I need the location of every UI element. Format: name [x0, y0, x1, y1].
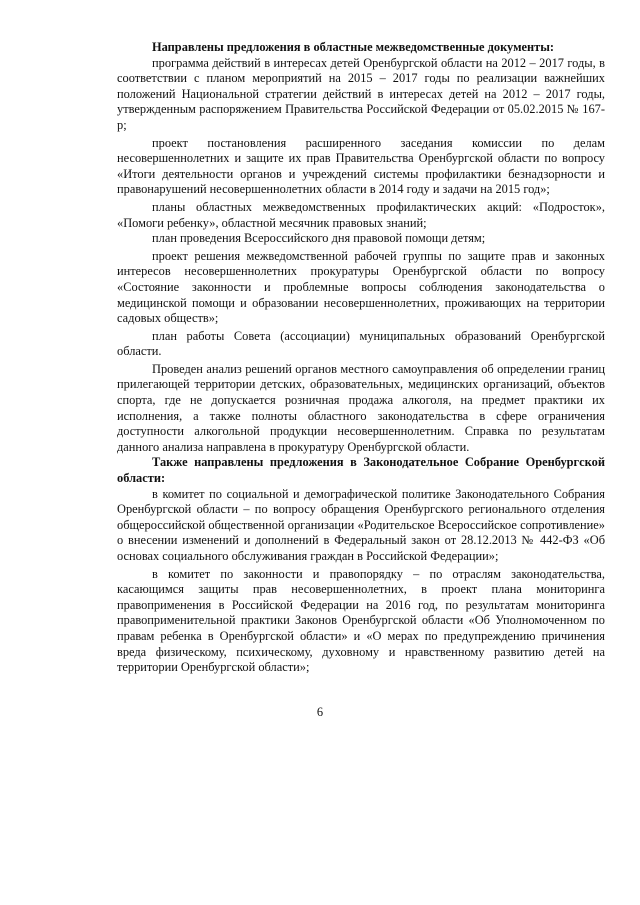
paragraph-alcohol-analysis: Проведен анализ решений органов местного самоуправления об определении границ прилегающей территории детских, образовательных, медицинских организаций, объектов спорта, где не допускается розничная продажа алкоголя, на предмет практики их исполнения, а также полноты областного законодательства в сфере ограничения доступности алкогольной продукции несовершеннолетним. Справка по результатам данного анализа направлена в прокуратуру Оренбургской области.: [117, 361, 605, 454]
paragraph-working-group-decision: проект решения межведомственной рабочей группы по защите прав и законных интересов несовершеннолетних прокуратуры Оренбургской области по вопросу «Состояние законности и проблемные вопросы соблюдения законодательства о медицинской помощи и образовании несовершеннолетних, проживающих на территории садовых обществ»;: [117, 248, 605, 326]
paragraph-action-program: программа действий в интересах детей Оренбургской области на 2012 – 2017 годы, в соответствии с планом мероприятий на 2015 – 2017 годы по реализации важнейших положений Национальной стратегии действий в интересах детей на 2012 – 2017 годы, утвержденным распоряжением Правительства Российской Федерации от 05.02.2015 № 167-р;: [117, 55, 605, 132]
page-number: 6: [316, 705, 324, 719]
heading-regional-documents: Направлены предложения в областные межведомственные документы:: [152, 40, 555, 54]
paragraph-legality-committee: в комитет по законности и правопорядку – по отраслям законодательства, касающимся защиты прав несовершеннолетних, в проект плана мониторинга правоприменения в Российской Федерации на 2016 год, по результатам мониторинга правоприменительной практики Законов Оренбургской области «Об Уполномоченном по правам ребенка в Оренбургской области» и «О мерах по предупреждению причинения вреда физическому, психическому, духовному и нравственному развитию детей на территории Оренбургской области»;: [117, 566, 605, 675]
paragraph-commission-resolution: проект постановления расширенного заседания комиссии по делам несовершеннолетних и защите их прав Правительства Оренбургской области по вопросу «Итоги деятельности органов и учреждений системы профилактики безнадзорности и правонарушений несовершеннолетних области в 2014 году и задачи на 2015 год»;: [117, 135, 605, 197]
paragraph-prevention-campaigns: планы областных межведомственных профилактических акций: «Подросток», «Помоги ребенку», областной месячник правовых знаний;: [117, 199, 605, 230]
paragraph-social-committee: в комитет по социальной и демографической политике Законодательного Собрания Оренбургской области – по вопросу обращения Оренбургского регионального отделения общероссийской общественной организации «Родительское Всероссийское сопротивление» о внесении изменений и дополнений в Федеральный закон от 28.12.2013 № 442-ФЗ «Об основах социального обслуживания граждан в Российской Федерации»;: [117, 486, 605, 563]
paragraph-council-plan: план работы Совета (ассоциации) муниципальных образований Оренбургской области.: [117, 328, 605, 359]
heading-legislative-assembly: Также направлены предложения в Законодательное Собрание Оренбургской области:: [117, 455, 605, 486]
paragraph-legal-aid-day: план проведения Всероссийского дня правовой помощи детям;: [152, 231, 486, 246]
document-page: [117, 40, 605, 676]
